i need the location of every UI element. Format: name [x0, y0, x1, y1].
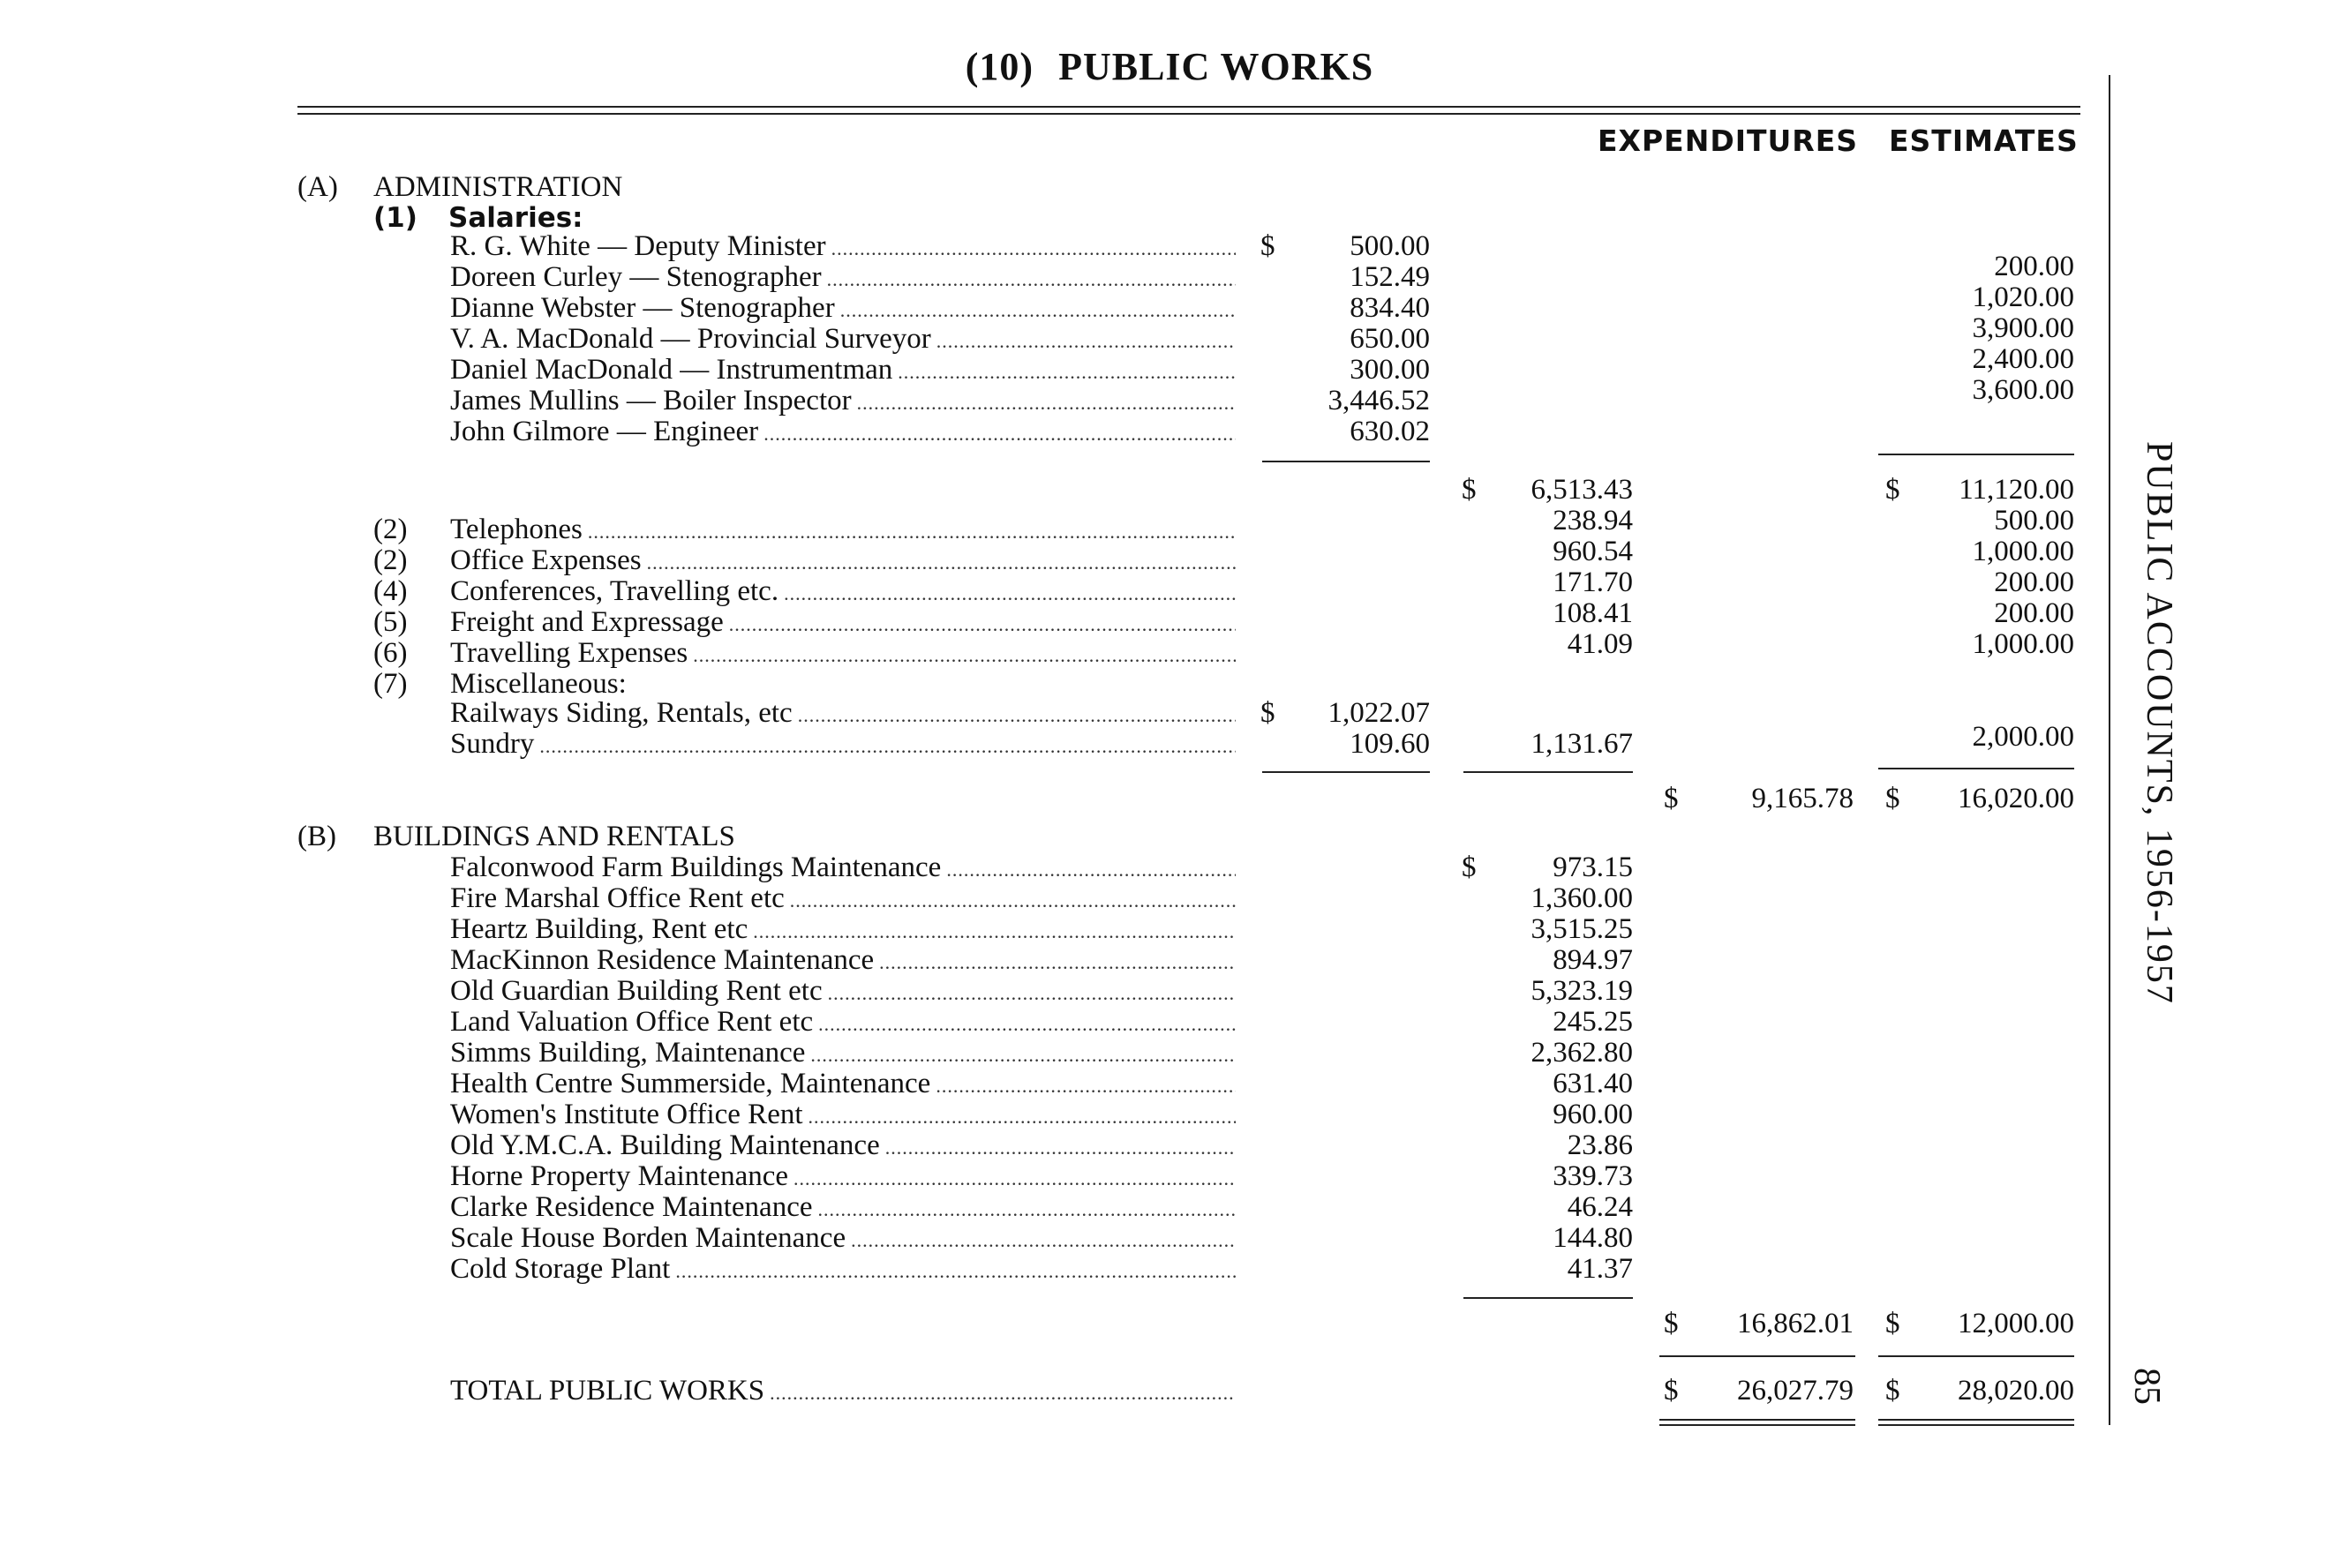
margin-rule [2109, 75, 2110, 1425]
double-rule [1878, 1419, 2074, 1421]
expenditure-value: 834.40 [1350, 292, 1430, 324]
dollar-sign: $ [1885, 1308, 1900, 1339]
expenditure-value: 3,446.52 [1327, 385, 1430, 416]
table-row [0, 1253, 2339, 1285]
leader-dots [813, 1009, 1236, 1040]
estimate-value: 3,600.00 [1972, 374, 2074, 406]
estimate-value: 1,020.00 [1972, 281, 2074, 313]
leader-dots [813, 1194, 1237, 1226]
table-row [0, 975, 2339, 1007]
table-row [0, 1037, 2339, 1069]
misc-marker: (7) [373, 668, 408, 700]
item-label: Health Centre Summerside, Maintenance [450, 1068, 931, 1099]
leader-dots [805, 1039, 1236, 1071]
dollar-sign: $ [1664, 783, 1679, 814]
leader-dots [583, 516, 1236, 548]
expenditure-value: 108.41 [1553, 597, 1633, 629]
leader-dots [785, 885, 1236, 917]
item-label: Fire Marshal Office Rent etc [450, 882, 785, 914]
expenditure-value: 3,515.25 [1531, 913, 1633, 945]
leader-dots [778, 578, 1236, 610]
leader-dots [874, 947, 1236, 979]
estimate-value: 1,000.00 [1972, 628, 2074, 660]
leader-dots [788, 1163, 1236, 1195]
item-label: Travelling Expenses [450, 637, 688, 669]
salaries-total-expenditure: 6,513.43 [1531, 474, 1633, 506]
expenditure-value: 245.25 [1553, 1006, 1633, 1038]
dollar-sign: $ [1885, 783, 1900, 814]
estimate-row [0, 251, 2339, 282]
item-label: Simms Building, Maintenance [450, 1037, 806, 1069]
dollar-sign: $ [1462, 474, 1477, 506]
misc-total-expenditure: 1,131.67 [1531, 728, 1633, 760]
table-row [0, 1160, 2339, 1192]
side-header [2136, 441, 2189, 1041]
expenditure-value: 894.97 [1553, 944, 1633, 976]
leader-dots [823, 978, 1236, 1009]
estimate-value: 3,900.00 [1972, 312, 2074, 344]
item-marker: (5) [373, 606, 408, 638]
item-label: V. A. MacDonald — Provincial Surveyor [450, 323, 931, 355]
section-b-total-row [0, 1308, 2339, 1339]
item-label: Freight and Expressage [450, 606, 724, 638]
leader-dots [930, 1070, 1236, 1102]
leader-dots [846, 1225, 1236, 1257]
item-marker: (6) [373, 637, 408, 669]
expenditure-value: 46.24 [1567, 1191, 1633, 1223]
item-label: Telephones [450, 514, 583, 545]
section-a-marker: (A) [297, 171, 338, 203]
expenditure-value: 631.40 [1553, 1068, 1633, 1099]
estimate-value: 1,000.00 [1972, 536, 2074, 567]
miscellaneous-heading [0, 668, 2339, 700]
table-row [0, 913, 2339, 945]
grand-total-expenditure: 26,027.79 [1737, 1375, 1854, 1407]
estimate-row [0, 312, 2339, 344]
salaries-marker: (1) [373, 202, 417, 234]
expenditures-header: EXPENDITURES [1598, 124, 1859, 158]
item-label: Clarke Residence Maintenance [450, 1191, 813, 1223]
dollar-sign: $ [1664, 1375, 1679, 1407]
item-label: Heartz Building, Rent etc [450, 913, 748, 945]
table-row [0, 1006, 2339, 1038]
page-title [0, 44, 2339, 89]
leader-dots [880, 1132, 1236, 1164]
section-a-total-expenditure: 9,165.78 [1751, 783, 1854, 814]
table-row [0, 1191, 2339, 1223]
title-rule-bottom [297, 113, 2080, 115]
item-label: Doreen Curley — Stenographer [450, 261, 822, 293]
table-row [0, 721, 2339, 760]
item-label: Old Guardian Building Rent etc [450, 975, 823, 1007]
item-marker: (2) [373, 544, 408, 576]
estimate-row [0, 343, 2339, 375]
expenditure-value: 339.73 [1553, 1160, 1633, 1192]
estimate-value: 200.00 [1994, 597, 2074, 629]
page-title-text: PUBLIC WORKS [1058, 45, 1374, 88]
item-label: James Mullins — Boiler Inspector [450, 385, 852, 416]
grand-total-estimate: 28,020.00 [1958, 1375, 2074, 1407]
total-rule [1659, 1355, 1855, 1357]
estimate-value: 200.00 [1994, 251, 2074, 282]
grand-total-row [0, 1375, 2339, 1407]
item-label: Daniel MacDonald — Instrumentman [450, 354, 893, 386]
expenditure-value: 41.37 [1567, 1253, 1633, 1285]
expenditure-value: 630.02 [1350, 416, 1430, 447]
section-a-heading [0, 171, 2339, 203]
subtotal-rule [1262, 771, 1430, 773]
table-row [0, 416, 2339, 447]
section-b-title: BUILDINGS AND RENTALS [373, 821, 735, 852]
expenditure-value: 960.00 [1553, 1099, 1633, 1130]
salaries-total-estimate: 11,120.00 [1959, 474, 2074, 506]
dollar-sign: $ [1885, 1375, 1900, 1407]
leader-dots [534, 731, 1236, 762]
leader-dots [724, 609, 1236, 641]
section-b-total-estimate: 12,000.00 [1958, 1308, 2074, 1339]
estimate-value: 500.00 [1994, 505, 2074, 536]
subtotal-rule [1878, 454, 2074, 455]
item-label: R. G. White — Deputy Minister [450, 230, 826, 262]
expenditure-value: 41.09 [1567, 628, 1633, 660]
expenditure-value: 1,022.07 [1327, 697, 1430, 729]
subtotal-rule [1878, 768, 2074, 769]
estimate-value: 200.00 [1994, 566, 2074, 598]
expenditure-value: 650.00 [1350, 323, 1430, 355]
title-rule-top [297, 106, 2080, 108]
section-b-marker: (B) [297, 821, 336, 852]
item-label: Land Valuation Office Rent etc [450, 1006, 814, 1038]
dollar-sign: $ [1664, 1308, 1679, 1339]
leader-dots [688, 640, 1236, 671]
expenditure-value: 500.00 [1350, 230, 1430, 262]
section-a-total-row [0, 783, 2339, 814]
expenditure-value: 238.94 [1553, 505, 1633, 536]
leader-dots [758, 418, 1236, 450]
misc-estimate: 2,000.00 [1972, 721, 2074, 753]
expenditure-value: 2,362.80 [1531, 1037, 1633, 1069]
expenditure-value: 23.86 [1567, 1129, 1633, 1161]
side-header-text: PUBLIC ACCOUNTS, 1956-1957 [2139, 441, 2179, 1005]
salaries-heading [0, 202, 2339, 234]
item-label: MacKinnon Residence Maintenance [450, 944, 875, 976]
dollar-sign: $ [1260, 697, 1275, 729]
leader-dots [670, 1256, 1236, 1287]
expenditure-value: 5,323.19 [1531, 975, 1633, 1007]
leader-dots [748, 916, 1236, 948]
table-row [0, 852, 2339, 883]
item-label: Office Expenses [450, 544, 642, 576]
item-marker: (2) [373, 514, 408, 545]
estimates-header: ESTIMATES [1889, 124, 2079, 158]
double-rule [1878, 1424, 2074, 1426]
item-label: John Gilmore — Engineer [450, 416, 759, 447]
item-label: Sundry [450, 728, 535, 760]
item-label: Cold Storage Plant [450, 1253, 671, 1285]
item-label: Dianne Webster — Stenographer [450, 292, 835, 324]
estimate-value: 2,400.00 [1972, 343, 2074, 375]
item-label: Horne Property Maintenance [450, 1160, 789, 1192]
table-row [0, 944, 2339, 976]
salaries-total-row [0, 474, 2339, 506]
item-label: Railways Siding, Rentals, etc [450, 697, 793, 729]
page-title-number: (10) [965, 45, 1034, 88]
leader-dots [803, 1101, 1236, 1133]
section-b-total-expenditure: 16,862.01 [1737, 1308, 1854, 1339]
leader-dots [793, 700, 1236, 731]
expenditure-value: 171.70 [1553, 566, 1633, 598]
table-row [0, 882, 2339, 914]
expenditure-value: 152.49 [1350, 261, 1430, 293]
expenditure-value: 300.00 [1350, 354, 1430, 386]
total-rule [1878, 1355, 2074, 1357]
dollar-sign: $ [1260, 230, 1275, 262]
leader-dots [941, 854, 1236, 886]
page-number-text: 85 [2126, 1368, 2167, 1405]
dollar-sign: $ [1885, 474, 1900, 506]
expenditure-value: 109.60 [1350, 728, 1430, 760]
item-label: Scale House Borden Maintenance [450, 1222, 846, 1254]
table-row [0, 1129, 2339, 1161]
expenditure-value: 960.54 [1553, 536, 1633, 567]
section-a-total-estimate: 16,020.00 [1958, 783, 2074, 814]
estimate-row [0, 374, 2339, 406]
expenditure-value: 144.80 [1553, 1222, 1633, 1254]
double-rule [1659, 1419, 1855, 1421]
subtotal-rule [1463, 771, 1633, 773]
table-row [0, 628, 2339, 669]
double-rule [1659, 1424, 1855, 1426]
table-row [0, 1222, 2339, 1254]
dollar-sign: $ [1462, 852, 1477, 883]
expenditure-value: 973.15 [1553, 852, 1633, 883]
item-label: Falconwood Farm Buildings Maintenance [450, 852, 942, 883]
table-row [0, 1068, 2339, 1099]
expenditure-value: 1,360.00 [1531, 882, 1633, 914]
item-label: Conferences, Travelling etc. [450, 575, 779, 607]
item-label: Old Y.M.C.A. Building Maintenance [450, 1129, 880, 1161]
subtotal-rule [1463, 1297, 1633, 1299]
section-a-title: ADMINISTRATION [373, 171, 623, 203]
salaries-label: Salaries: [448, 202, 583, 234]
leader-dots [642, 547, 1236, 579]
grand-total-label: TOTAL PUBLIC WORKS [450, 1375, 765, 1407]
misc-label: Miscellaneous: [450, 668, 627, 700]
estimate-row [0, 281, 2339, 313]
page-number [2126, 1368, 2182, 1421]
subtotal-rule [1262, 461, 1430, 462]
table-row [0, 1099, 2339, 1130]
item-label: Women's Institute Office Rent [450, 1099, 803, 1130]
item-marker: (4) [373, 575, 408, 607]
leader-dots [764, 1377, 1236, 1409]
section-b-heading [0, 821, 2339, 852]
